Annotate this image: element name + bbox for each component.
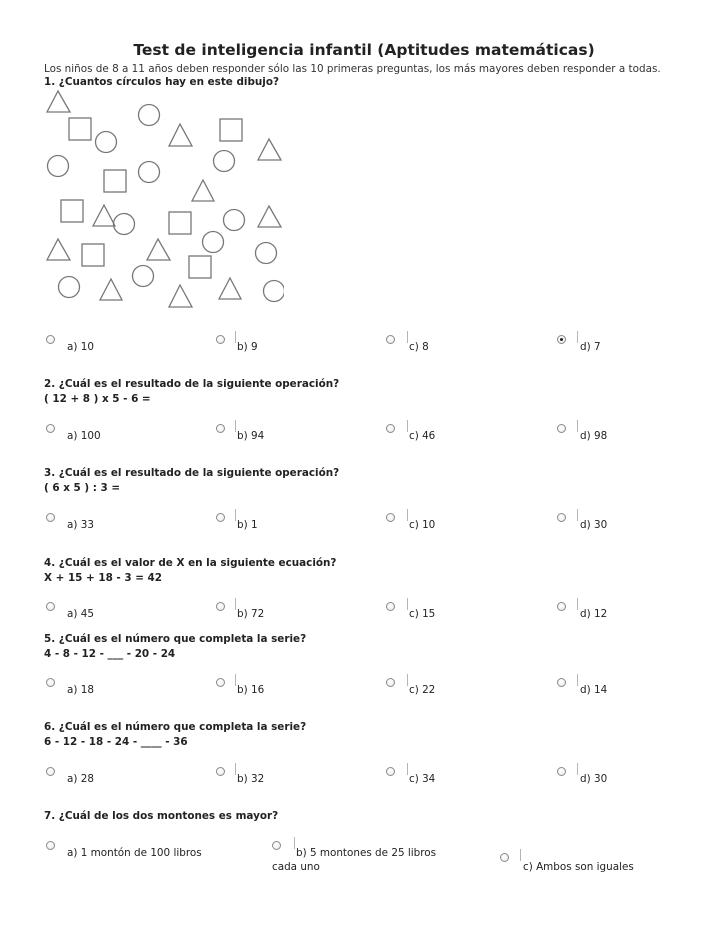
q2-option-d-label: d) 98 [580, 430, 608, 442]
question-3-expression: ( 6 x 5 ) : 3 = [44, 482, 121, 494]
q7-option-b-label-continued: cada uno [272, 861, 320, 873]
question-4-expression: X + 15 + 18 - 3 = 42 [44, 572, 162, 584]
q6-option-c-radio[interactable] [386, 767, 395, 776]
question-5-series: 4 - 8 - 12 - ___ - 20 - 24 [44, 648, 176, 660]
q6-option-a-label: a) 28 [67, 773, 94, 785]
q5-option-b-label: b) 16 [237, 684, 265, 696]
q7-option-a-label: a) 1 montón de 100 libros [67, 847, 202, 859]
q7-option-c-label: c) Ambos son iguales [523, 861, 634, 873]
q3-option-d-radio[interactable] [557, 513, 566, 522]
q5-option-b-radio[interactable] [216, 678, 225, 687]
q4-option-b-marker [235, 598, 236, 610]
q1-option-d-label: d) 7 [580, 341, 601, 353]
shapes-figure [44, 88, 284, 320]
q5-option-a-label: a) 18 [67, 684, 94, 696]
q2-option-b-label: b) 94 [237, 430, 265, 442]
q6-option-d-radio[interactable] [557, 767, 566, 776]
q1-option-c-marker [407, 331, 408, 343]
question-2-expression: ( 12 + 8 ) x 5 - 6 = [44, 393, 151, 405]
q6-option-b-radio[interactable] [216, 767, 225, 776]
q2-option-b-marker [235, 420, 236, 432]
q2-option-d-marker [577, 420, 578, 432]
q1-option-c-radio[interactable] [386, 335, 395, 344]
q3-option-c-label: c) 10 [409, 519, 436, 531]
q2-option-b-radio[interactable] [216, 424, 225, 433]
q1-option-b-marker [235, 331, 236, 343]
q4-option-b-label: b) 72 [237, 608, 265, 620]
question-5-title: 5. ¿Cuál es el número que completa la serie? [44, 633, 307, 645]
q6-option-b-marker [235, 763, 236, 775]
q1-option-a-radio[interactable] [46, 335, 55, 344]
q1-option-b-radio[interactable] [216, 335, 225, 344]
q5-option-d-marker [577, 674, 578, 686]
q7-option-a-radio[interactable] [46, 841, 55, 850]
q7-option-c-radio[interactable] [500, 853, 509, 862]
q1-option-d-marker [577, 331, 578, 343]
q4-option-d-label: d) 12 [580, 608, 608, 620]
q4-option-c-label: c) 15 [409, 608, 436, 620]
q3-option-b-marker [235, 509, 236, 521]
q1-option-d-radio[interactable] [557, 335, 566, 344]
q1-option-b-label: b) 9 [237, 341, 258, 353]
question-7-title: 7. ¿Cuál de los dos montones es mayor? [44, 810, 279, 822]
q3-option-a-label: a) 33 [67, 519, 94, 531]
q5-option-d-label: d) 14 [580, 684, 608, 696]
question-2-title: 2. ¿Cuál es el resultado de la siguiente operación? [44, 378, 340, 390]
q2-option-d-radio[interactable] [557, 424, 566, 433]
q1-option-c-label: c) 8 [409, 341, 429, 353]
q5-option-a-radio[interactable] [46, 678, 55, 687]
q3-option-d-marker [577, 509, 578, 521]
page-title: Test de inteligencia infantil (Aptitudes matemáticas) [133, 41, 595, 59]
q7-option-b-label: b) 5 montones de 25 libros [296, 847, 437, 859]
q2-option-c-label: c) 46 [409, 430, 436, 442]
q7-option-b-marker [294, 837, 295, 849]
q5-option-c-marker [407, 674, 408, 686]
q4-option-c-marker [407, 598, 408, 610]
question-6-title: 6. ¿Cuál es el número que completa la serie? [44, 721, 307, 733]
q5-option-c-label: c) 22 [409, 684, 436, 696]
q2-option-c-radio[interactable] [386, 424, 395, 433]
q4-option-b-radio[interactable] [216, 602, 225, 611]
q6-option-d-marker [577, 763, 578, 775]
question-1-title: 1. ¿Cuantos círculos hay en este dibujo? [44, 76, 280, 88]
q6-option-c-marker [407, 763, 408, 775]
q2-option-c-marker [407, 420, 408, 432]
q4-option-d-marker [577, 598, 578, 610]
question-3-title: 3. ¿Cuál es el resultado de la siguiente operación? [44, 467, 340, 479]
q2-option-a-radio[interactable] [46, 424, 55, 433]
q5-option-b-marker [235, 674, 236, 686]
q3-option-b-radio[interactable] [216, 513, 225, 522]
q5-option-c-radio[interactable] [386, 678, 395, 687]
q6-option-a-radio[interactable] [46, 767, 55, 776]
q7-option-c-marker [520, 849, 521, 861]
q3-option-c-marker [407, 509, 408, 521]
q6-option-c-label: c) 34 [409, 773, 436, 785]
q6-option-d-label: d) 30 [580, 773, 608, 785]
q6-option-b-label: b) 32 [237, 773, 265, 785]
q2-option-a-label: a) 100 [67, 430, 101, 442]
q1-option-a-label: a) 10 [67, 341, 94, 353]
question-6-series: 6 - 12 - 18 - 24 - ____ - 36 [44, 736, 188, 748]
q4-option-c-radio[interactable] [386, 602, 395, 611]
question-4-title: 4. ¿Cuál es el valor de X en la siguiente ecuación? [44, 557, 337, 569]
q3-option-c-radio[interactable] [386, 513, 395, 522]
q4-option-d-radio[interactable] [557, 602, 566, 611]
q3-option-a-radio[interactable] [46, 513, 55, 522]
q7-option-b-radio[interactable] [272, 841, 281, 850]
q4-option-a-label: a) 45 [67, 608, 94, 620]
q4-option-a-radio[interactable] [46, 602, 55, 611]
q5-option-d-radio[interactable] [557, 678, 566, 687]
q3-option-b-label: b) 1 [237, 519, 258, 531]
q3-option-d-label: d) 30 [580, 519, 608, 531]
intro-text: Los niños de 8 a 11 años deben responder sólo las 10 primeras preguntas, los más mayores deben responder a todas. [44, 63, 661, 75]
